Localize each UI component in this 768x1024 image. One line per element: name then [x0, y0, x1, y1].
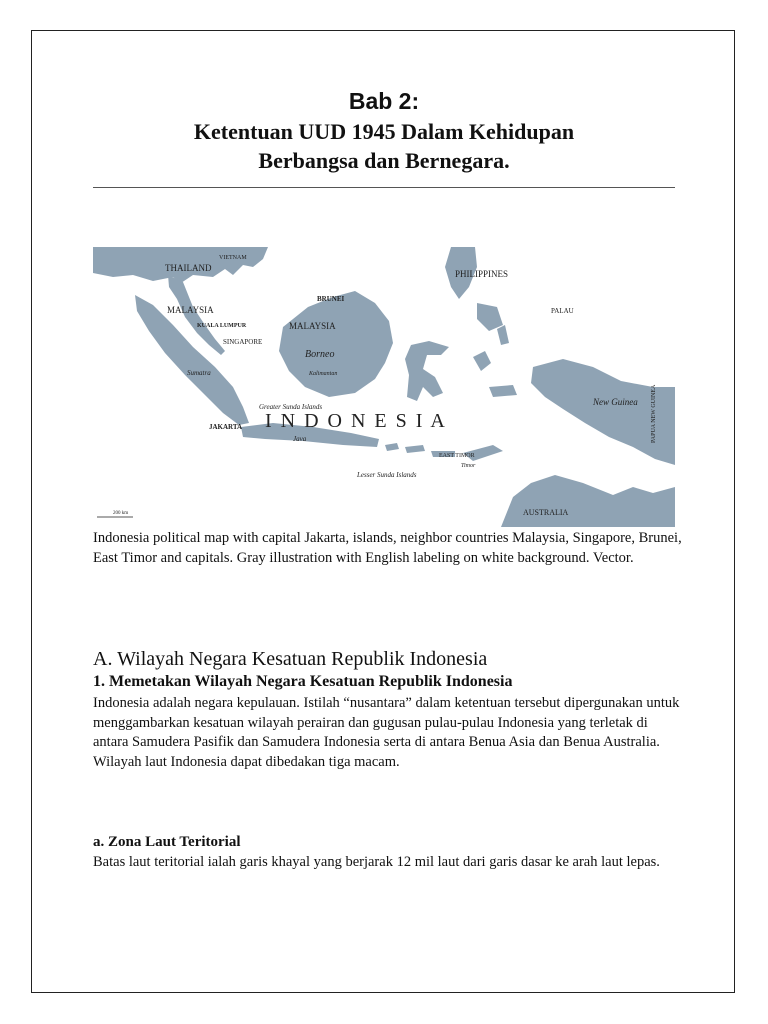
label-singapore: SINGAPORE — [223, 338, 263, 346]
indonesia-map — [93, 247, 675, 527]
label-palau: PALAU — [551, 307, 574, 315]
zone-heading: a. Zona Laut Teritorial — [93, 834, 241, 850]
label-sumatra: Sumatra — [187, 369, 211, 377]
label-new-guinea: New Guinea — [593, 397, 638, 407]
label-kuala-lumpur: KUALA LUMPUR — [197, 323, 247, 329]
section-paragraph: Indonesia adalah negara kepulauan. Istilah “nusantara” dalam ketentuan tersebut dipergunakan untuk menggambarkan kesatuan wilayah perairan dan gugusan pulau-pulau Indonesia yang terletak di antara Samudera Pasifik dan Samudera Indonesia serta di antara Benua Asia dan Benua Australia. Wilayah laut Indonesia dapat dibedakan tiga macam. — [93, 695, 680, 770]
section-subheading: 1. Memetakan Wilayah Negara Kesatuan Republik Indonesia — [93, 673, 513, 690]
label-papua-new-guinea: PAPUA NEW GUINEA — [651, 384, 657, 443]
label-malaysia-east: MALAYSIA — [289, 321, 336, 331]
label-australia: AUSTRALIA — [523, 508, 569, 517]
chapter-label: Bab 2: — [348, 88, 420, 114]
chapter-title-line-2: Berbangsa dan Bernegara. — [258, 148, 510, 173]
zone-paragraph: Batas laut teritorial ialah garis khayal yang berjarak 12 mil laut dari garis dasar ke arah laut lepas. — [93, 854, 660, 870]
label-vietnam: VIETNAM — [219, 255, 247, 261]
section-heading: A. Wilayah Negara Kesatuan Republik Indonesia — [93, 648, 488, 670]
label-indonesia: I N D O N E S I A — [265, 410, 447, 432]
chapter-title-line-1: Ketentuan UUD 1945 Dalam Kehidupan — [193, 119, 575, 144]
label-lesser-sunda: Lesser Sunda Islands — [357, 471, 417, 479]
label-brunei: BRUNEI — [317, 295, 345, 303]
chapter-title — [0, 117, 768, 175]
label-malaysia-west: MALAYSIA — [167, 305, 214, 315]
label-thailand: THAILAND — [165, 263, 212, 273]
label-timor: Timor — [461, 463, 476, 469]
label-java: Java — [293, 435, 307, 443]
map-caption: Indonesia political map with capital Jakarta, islands, neighbor countries Malaysia, Singapore, Brunei, East Timor and capitals. Gray illustration with English labeling on white background. Vector. — [93, 530, 682, 566]
label-jakarta: JAKARTA — [209, 423, 243, 431]
label-philippines: PHILIPPINES — [455, 269, 509, 279]
label-kalimantan: Kalimantan — [309, 371, 338, 377]
map-svg — [93, 247, 675, 527]
label-scale: 200 km — [113, 511, 129, 516]
label-borneo: Borneo — [305, 349, 335, 360]
title-divider — [93, 187, 675, 188]
label-east-timor: EAST TIMOR — [439, 453, 475, 459]
label-greater-sunda: Greater Sunda Islands — [259, 403, 323, 411]
